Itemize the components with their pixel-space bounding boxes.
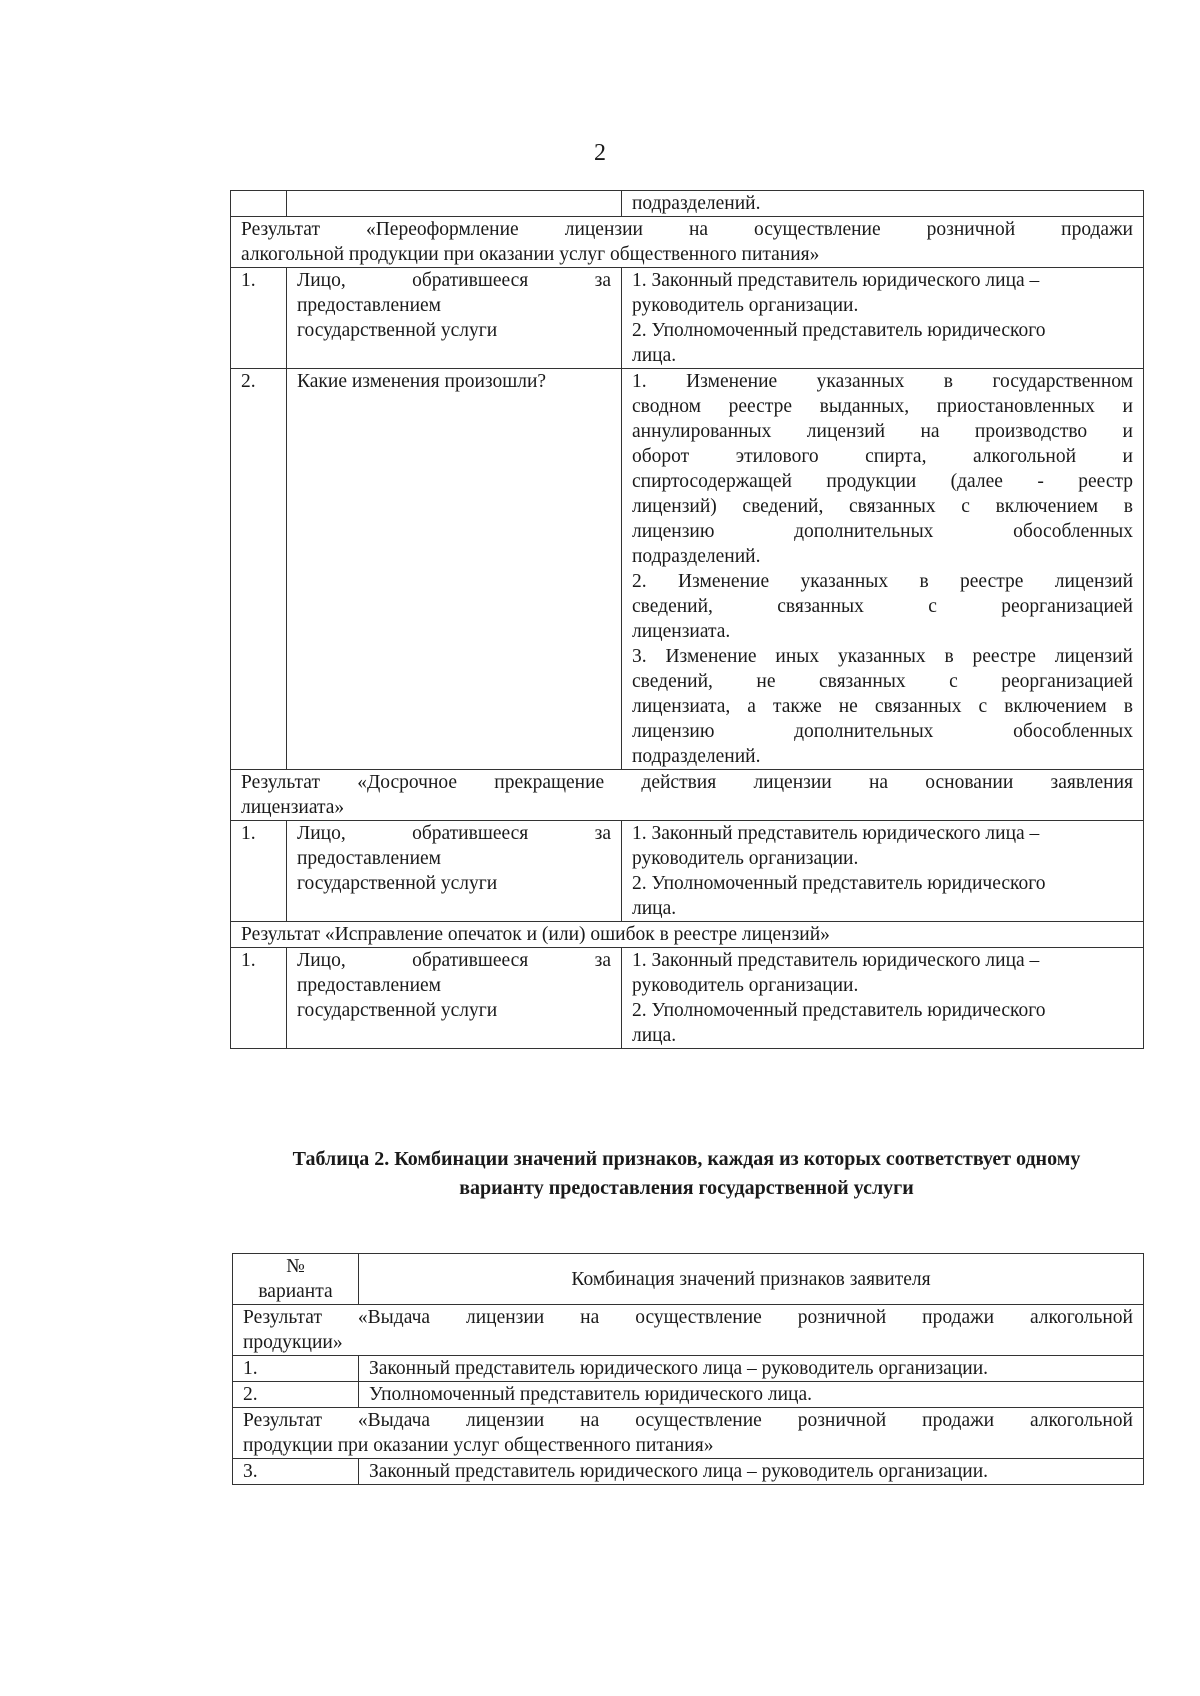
result-row [231,770,1144,821]
table-1 [230,190,1144,1049]
table-row [231,369,1144,770]
answer-line: лица. [632,898,677,919]
result-row [233,1305,1144,1356]
answer-cell [622,369,1144,770]
page-number: 2 [594,140,606,166]
result-heading [231,770,1144,821]
row-number: 2. [231,369,287,770]
answer-line: лицензию дополнительных обособленных [632,721,1133,742]
answer-line: сведений, связанных с реорганизацией [632,596,1133,617]
result-heading-line: Результат «Выдача лицензии на осуществление розничной продажи алкогольной [243,1410,1133,1431]
question-line: Лицо, обратившееся за [297,270,611,291]
answer-cell [622,268,1144,369]
answer-line: руководитель организации. [632,975,859,996]
question-cell [287,369,622,770]
table-row [231,821,1144,922]
table-cell [287,191,622,217]
answer-line: 3. Изменение иных указанных в реестре лицензий [632,646,1133,667]
variant-number: 1. [233,1356,359,1382]
result-row [231,217,1144,268]
table-row [233,1382,1144,1408]
table-cell [231,191,287,217]
question-line: предоставлением [297,295,442,316]
answer-cell [622,821,1144,922]
answer-line: подразделений. [632,546,761,567]
answer-line: лица. [632,345,677,366]
answer-line: руководитель организации. [632,848,859,869]
answer-line: подразделений. [632,746,761,767]
answer-line: лицензиата. [632,621,731,642]
variant-number: 3. [233,1459,359,1485]
table-2 [232,1253,1144,1485]
question-line: Какие изменения произошли? [297,371,547,392]
question-cell [287,821,622,922]
combination-cell: Законный представитель юридического лица – руководитель организации. [359,1459,1144,1485]
result-heading-line: Результат «Выдача лицензии на осуществление розничной продажи алкогольной [243,1307,1133,1328]
result-heading-line: продукции при оказании услуг общественного питания» [243,1435,714,1456]
answer-line: спиртосодержащей продукции (далее - реестр [632,471,1133,492]
question-line: Лицо, обратившееся за [297,950,611,971]
result-heading-line: лицензиата» [241,797,345,818]
answer-cell [622,948,1144,1049]
answer-line: 1. Законный представитель юридического лица – [632,950,1040,971]
result-heading-line: Результат «Исправление опечаток и (или) ошибок в реестре лицензий» [241,924,830,945]
answer-line: 1. Законный представитель юридического лица – [632,823,1040,844]
question-line: государственной услуги [297,873,498,894]
question-line: государственной услуги [297,1000,498,1021]
row-number: 1. [231,821,287,922]
caption-line: Таблица 2. Комбинации значений признаков, каждая из которых соответствует одному [292,1148,1081,1170]
result-row [231,922,1144,948]
answer-line: 1. Изменение указанных в государственном [632,371,1133,392]
result-heading [231,922,1144,948]
table-row [231,191,1144,217]
table-row [233,1459,1144,1485]
answer-line: лицензиата, а также не связанных с включением в [632,696,1133,717]
answer-line: 2. Уполномоченный представитель юридического [632,873,1046,894]
question-line: предоставлением [297,848,442,869]
result-heading [233,1408,1144,1459]
answer-line: лицензию дополнительных обособленных [632,521,1133,542]
question-line: Лицо, обратившееся за [297,823,611,844]
answer-line: лица. [632,1025,677,1046]
answer-line: 2. Уполномоченный представитель юридического [632,320,1046,341]
answer-line: 1. Законный представитель юридического лица – [632,270,1040,291]
table-row [233,1356,1144,1382]
row-number: 1. [231,268,287,369]
answer-line: лицензий) сведений, связанных с включением в [632,496,1133,517]
header-variant-number: № варианта [233,1254,359,1305]
continuation-cell: подразделений. [622,191,1144,217]
answer-line: сведений, не связанных с реорганизацией [632,671,1133,692]
table-2-caption [230,1145,1143,1203]
result-heading [231,217,1144,268]
answer-line: аннулированных лицензий на производство и [632,421,1133,442]
combination-cell: Уполномоченный представитель юридического лица. [359,1382,1144,1408]
result-heading [233,1305,1144,1356]
combination-cell: Законный представитель юридического лица – руководитель организации. [359,1356,1144,1382]
header-combination: Комбинация значений признаков заявителя [359,1254,1144,1305]
result-row [233,1408,1144,1459]
question-line: государственной услуги [297,320,498,341]
table-header-row [233,1254,1144,1305]
row-number: 1. [231,948,287,1049]
answer-line: 2. Уполномоченный представитель юридического [632,1000,1046,1021]
question-line: предоставлением [297,975,442,996]
answer-line: оборот этилового спирта, алкогольной и [632,446,1133,467]
answer-line: 2. Изменение указанных в реестре лицензий [632,571,1133,592]
result-heading-line: продукции» [243,1332,343,1353]
answer-line: сводном реестре выданных, приостановленных и [632,396,1133,417]
question-cell [287,948,622,1049]
result-heading-line: Результат «Переоформление лицензии на осуществление розничной продажи [241,219,1133,240]
result-heading-line: алкогольной продукции при оказании услуг общественного питания» [241,244,820,265]
question-cell [287,268,622,369]
answer-line: руководитель организации. [632,295,859,316]
table-row [231,948,1144,1049]
result-heading-line: Результат «Досрочное прекращение действия лицензии на основании заявления [241,772,1133,793]
caption-line: варианту предоставления государственной услуги [459,1177,914,1199]
variant-number: 2. [233,1382,359,1408]
table-row [231,268,1144,369]
